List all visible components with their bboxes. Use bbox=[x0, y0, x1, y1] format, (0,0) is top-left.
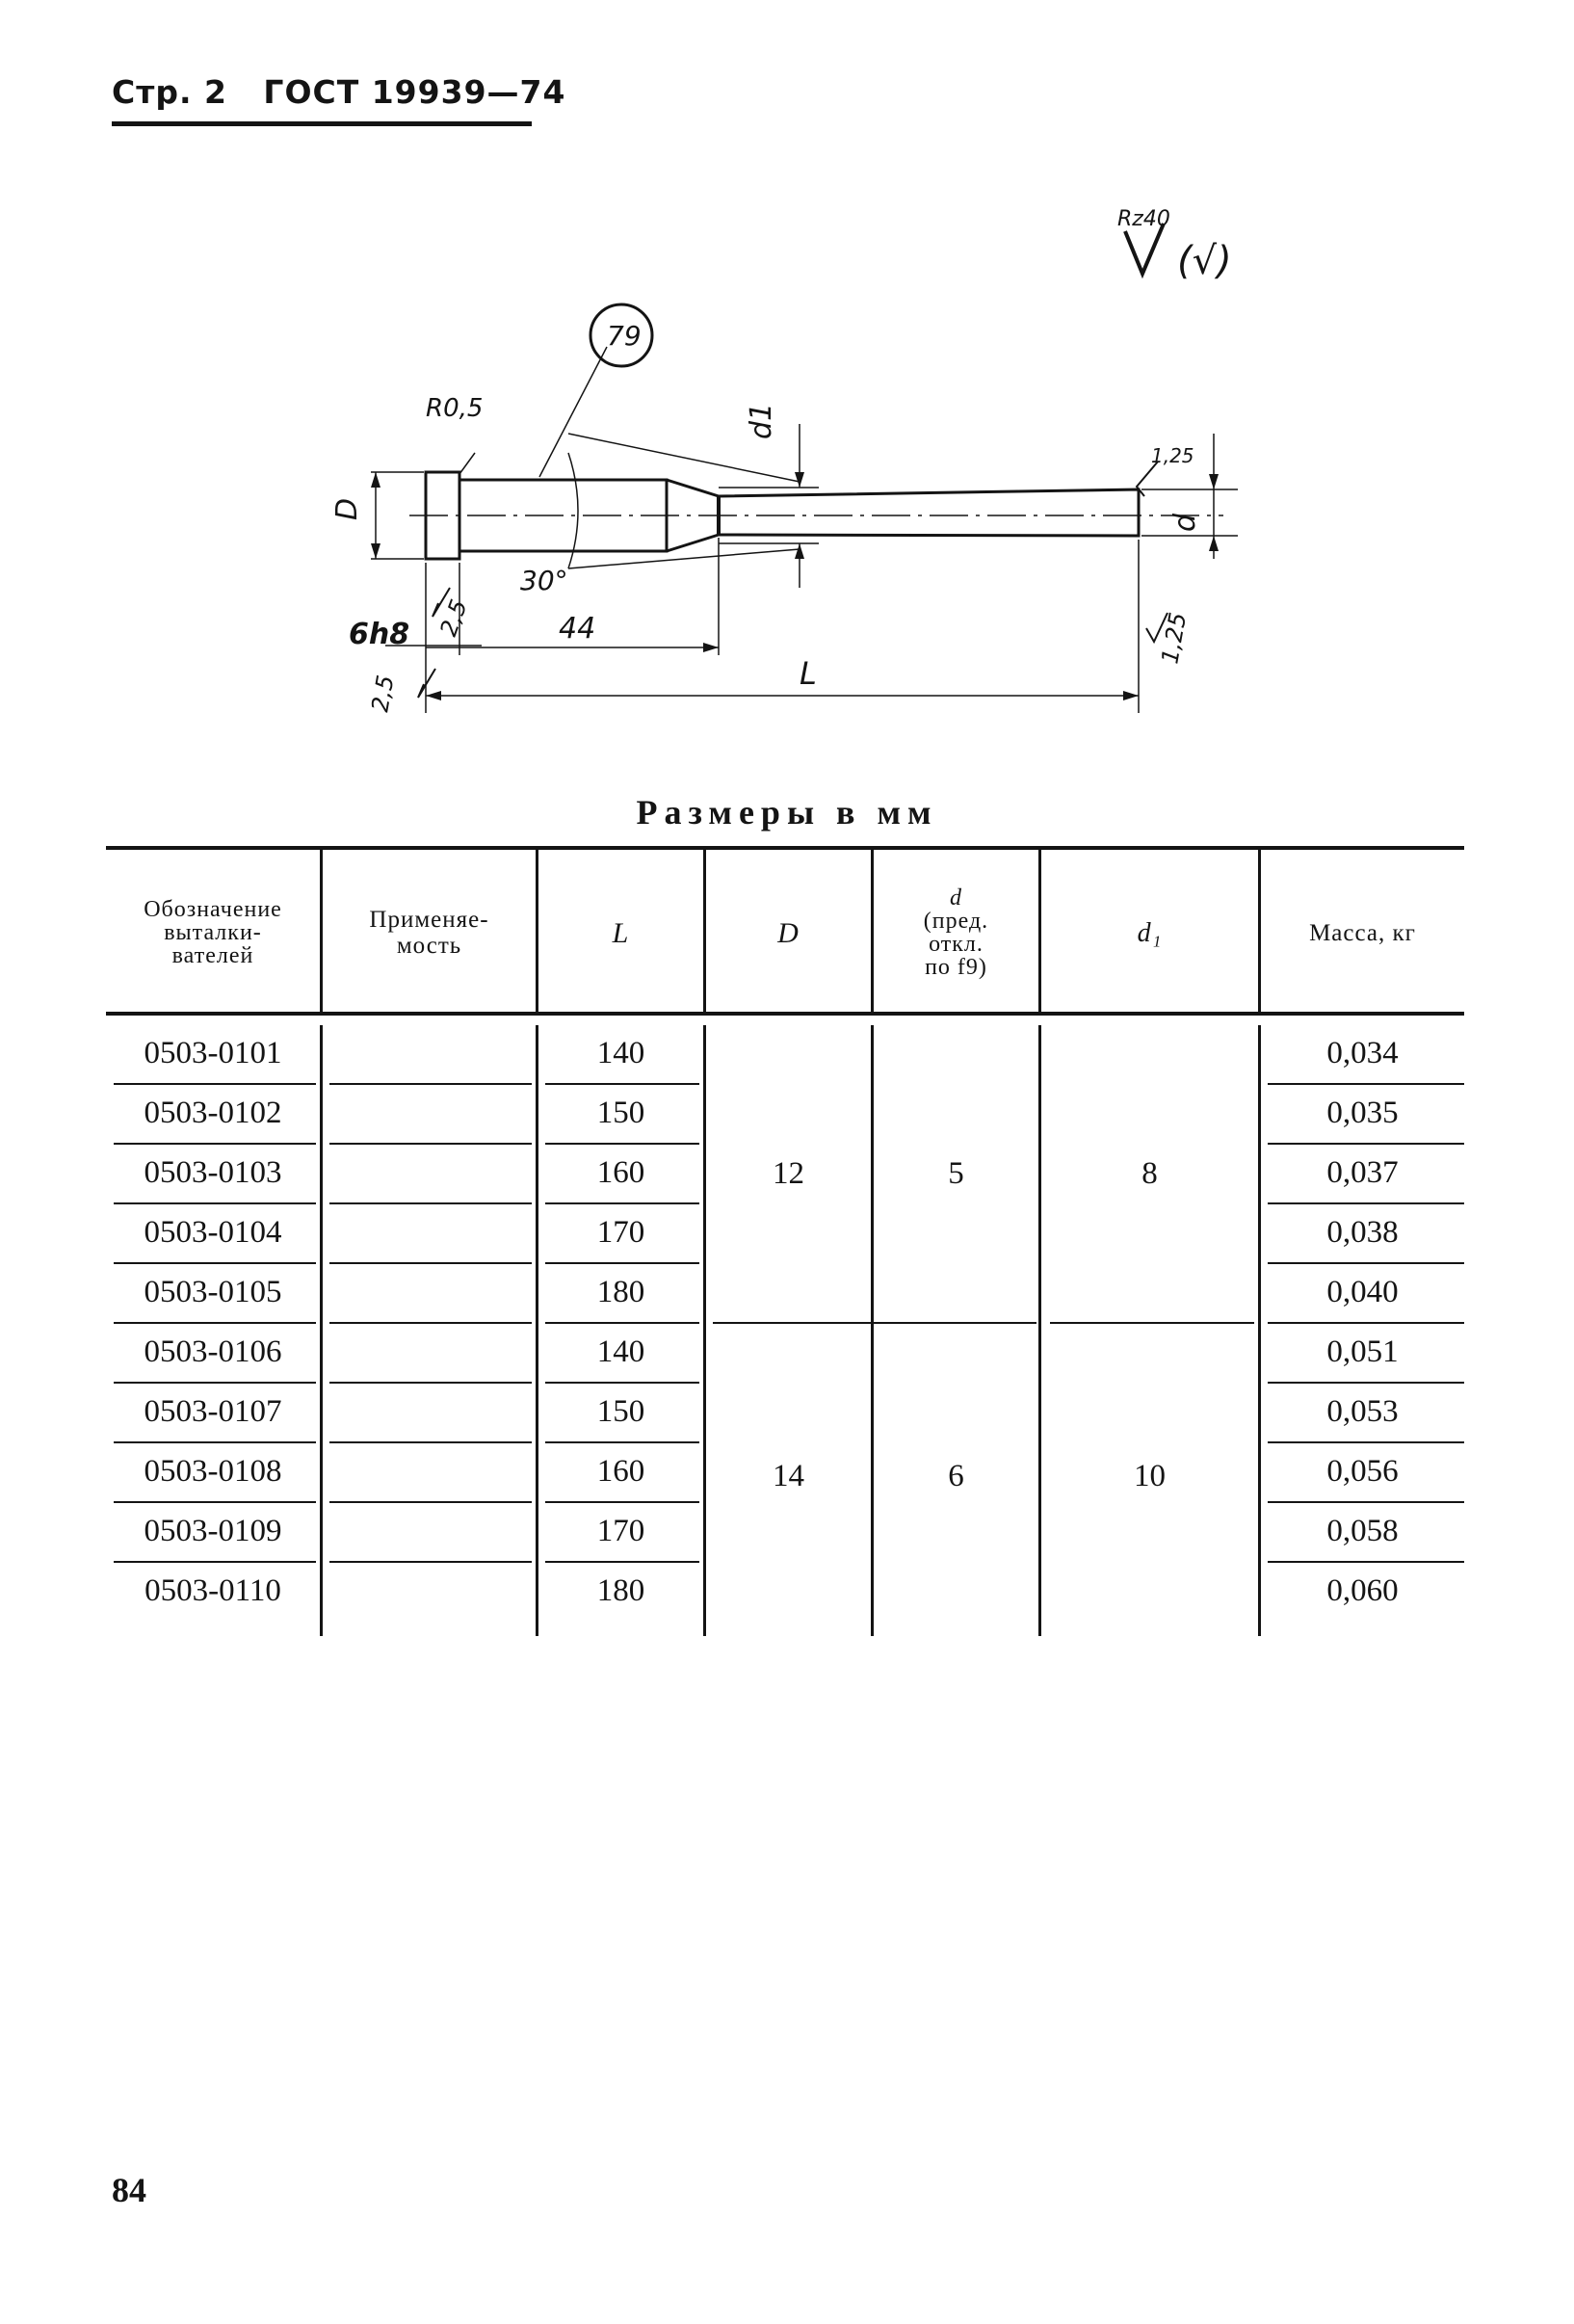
dim-L-label: L bbox=[800, 655, 817, 692]
standard-number: ГОСТ 19939—74 bbox=[263, 73, 566, 111]
radius-label: R0,5 bbox=[426, 394, 484, 423]
row-L: 170 bbox=[596, 1513, 645, 1548]
dim-44-label: 44 bbox=[559, 612, 596, 646]
dim-d1-label: d1 bbox=[745, 402, 778, 439]
row-L: 140 bbox=[596, 1334, 645, 1369]
row-mass: 0,038 bbox=[1326, 1214, 1399, 1250]
row-L: 140 bbox=[596, 1035, 645, 1070]
pin-stem bbox=[719, 489, 1139, 536]
header-L: L bbox=[612, 916, 630, 949]
row-L: 180 bbox=[596, 1572, 645, 1608]
roughness-shank-value: 2,5 bbox=[434, 595, 473, 641]
row-L: 170 bbox=[596, 1214, 645, 1250]
row-designation: 0503-0110 bbox=[144, 1572, 281, 1608]
row-divider bbox=[329, 1322, 532, 1324]
ejector-pin-drawing bbox=[318, 193, 1281, 732]
dim-D-label: D bbox=[330, 497, 364, 520]
row-designation: 0503-0106 bbox=[144, 1334, 282, 1369]
row-divider bbox=[329, 1143, 532, 1145]
row-L: 150 bbox=[596, 1393, 645, 1429]
row-divider bbox=[329, 1083, 532, 1085]
header-d: d (пред. откл. по f9) bbox=[923, 885, 989, 980]
dim-d-label: d bbox=[1168, 513, 1202, 532]
row-divider bbox=[329, 1202, 532, 1204]
row-mass: 0,040 bbox=[1326, 1274, 1399, 1309]
header-d1: d₁ bbox=[1137, 917, 1163, 948]
row-designation: 0503-0109 bbox=[144, 1513, 282, 1548]
head-height-label: 6h8 bbox=[349, 618, 410, 651]
table-title: Размеры в мм bbox=[636, 793, 938, 832]
header-designation: Обозначение выталки- вателей bbox=[144, 897, 282, 968]
row-divider bbox=[329, 1561, 532, 1563]
row-mass: 0,037 bbox=[1326, 1154, 1399, 1190]
row-designation: 0503-0107 bbox=[144, 1393, 282, 1429]
row-mass: 0,051 bbox=[1326, 1334, 1399, 1369]
header-D: D bbox=[777, 916, 800, 949]
row-mass: 0,056 bbox=[1326, 1453, 1399, 1489]
row-designation: 0503-0105 bbox=[144, 1274, 282, 1309]
row-designation: 0503-0102 bbox=[144, 1095, 282, 1130]
row-mass: 0,053 bbox=[1326, 1393, 1399, 1429]
row-designation: 0503-0101 bbox=[144, 1035, 282, 1070]
row-divider bbox=[329, 1441, 532, 1443]
group2-d1: 10 bbox=[1134, 1458, 1166, 1493]
row-divider bbox=[329, 1382, 532, 1384]
row-designation: 0503-0108 bbox=[144, 1453, 282, 1489]
surface-roughness-note: Rz40 bbox=[1117, 207, 1170, 231]
row-L: 160 bbox=[596, 1453, 645, 1489]
group2-d: 6 bbox=[948, 1458, 964, 1493]
group1-d: 5 bbox=[948, 1155, 964, 1191]
group1-d1: 8 bbox=[1141, 1155, 1158, 1191]
row-divider bbox=[329, 1262, 532, 1264]
row-mass: 0,060 bbox=[1326, 1572, 1399, 1608]
row-mass: 0,034 bbox=[1326, 1035, 1399, 1070]
page-number: 84 bbox=[112, 2171, 146, 2209]
row-L: 150 bbox=[596, 1095, 645, 1130]
roughness-end-value: 2,5 bbox=[366, 673, 400, 715]
row-L: 160 bbox=[596, 1154, 645, 1190]
row-mass: 0,058 bbox=[1326, 1513, 1399, 1548]
group1-D: 12 bbox=[773, 1155, 804, 1191]
page-label: Стр. 2 bbox=[112, 73, 227, 111]
callout-number: 79 bbox=[607, 320, 642, 352]
page-header bbox=[112, 73, 566, 131]
row-divider bbox=[329, 1501, 532, 1503]
angle-label: 30° bbox=[520, 565, 568, 596]
dimensions-table bbox=[106, 846, 1464, 1646]
group2-D: 14 bbox=[773, 1458, 804, 1493]
row-L: 180 bbox=[596, 1274, 645, 1309]
header-rule bbox=[112, 121, 532, 126]
header-mass: Масса, кг bbox=[1309, 919, 1416, 946]
roughness-bracket: (√) bbox=[1177, 239, 1232, 283]
roughness-top-value: 1,25 bbox=[1151, 444, 1194, 467]
row-mass: 0,035 bbox=[1326, 1095, 1399, 1130]
header-applicability: Применяе- мость bbox=[369, 907, 489, 959]
roughness-tip-value: 1,25 bbox=[1156, 610, 1193, 667]
row-designation: 0503-0104 bbox=[144, 1214, 282, 1250]
row-designation: 0503-0103 bbox=[144, 1154, 282, 1190]
